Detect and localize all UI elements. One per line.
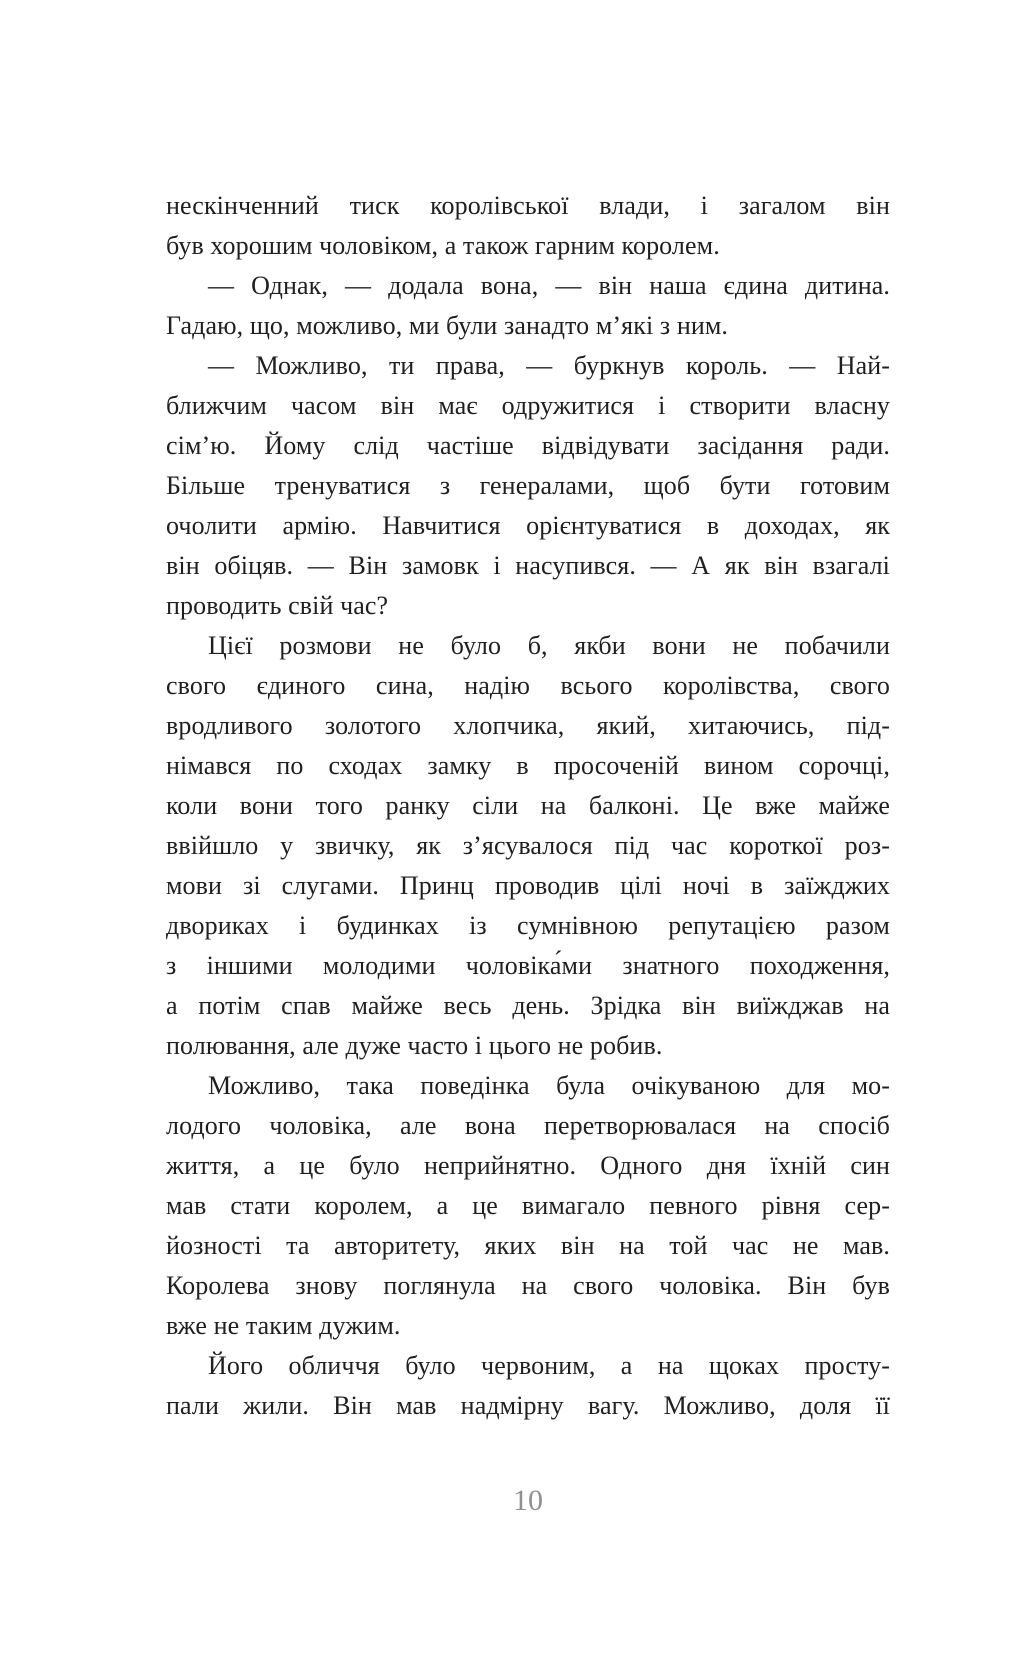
text-line: Цієї розмови не було б, якби вони не побачили xyxy=(208,631,890,660)
text-line: Гадаю, що, можливо, ми були занадто м’які з ним. xyxy=(166,311,729,340)
body-text xyxy=(166,186,890,1426)
text-line: німався по сходах замку в просоченій вином сорочці, xyxy=(166,751,890,780)
text-line: ближчим часом він має одружитися і створити власну xyxy=(166,391,890,420)
text-line: Королева знову поглянула на свого чоловіка. Він був xyxy=(166,1271,890,1300)
text-line: а потім спав майже весь день. Зрідка він виїжджав на xyxy=(166,991,890,1020)
text-line: Можливо, така поведінка була очікуваною для мо- xyxy=(208,1071,890,1100)
text-line: сім’ю. Йому слід частіше відвідувати засідання ради. xyxy=(166,431,890,460)
text-line: мови зі слугами. Принц проводив цілі ночі в заїжджих xyxy=(166,871,890,900)
text-line: вродливого золотого хлопчика, який, хитаючись, під- xyxy=(166,711,890,740)
text-line: полювання, але дуже часто і цього не робив. xyxy=(166,1031,663,1060)
text-line: він обіцяв. — Він замовк і насупився. — А як він взагалі xyxy=(166,551,890,580)
text-line: проводить свій час? xyxy=(166,591,389,620)
text-line: — Однак, — додала вона, — він наша єдина дитина. xyxy=(208,271,890,300)
text-line: — Можливо, ти права, — буркнув король. — Най- xyxy=(208,351,890,380)
text-line: життя, а це було неприйнятно. Одного дня їхній син xyxy=(166,1151,890,1180)
text-line: Більше тренуватися з генералами, щоб бути готовим xyxy=(166,471,890,500)
text-line: Його обличчя було червоним, а на щоках просту- xyxy=(208,1351,890,1380)
text-line: ввійшло у звичку, як з’ясувалося під час короткої роз- xyxy=(166,831,890,860)
text-line: нескінченний тиск королівської влади, і загалом він xyxy=(166,191,890,220)
text-line: двориках і будинках із сумнівною репутацією разом xyxy=(166,911,890,940)
text-line: коли вони того ранку сіли на балконі. Це вже майже xyxy=(166,791,890,820)
text-line: пали жили. Він мав надмірну вагу. Можливо, доля її xyxy=(166,1391,890,1420)
text-line: мав стати королем, а це вимагало певного рівня сер- xyxy=(166,1191,890,1220)
text-line: вже не таким дужим. xyxy=(166,1311,401,1340)
text-line: йозності та авторитету, яких він на той час не мав. xyxy=(166,1231,890,1260)
text-line: очолити армію. Навчитися орієнтуватися в доходах, як xyxy=(166,511,890,540)
text-line: свого єдиного сина, надію всього королівства, свого xyxy=(166,671,890,700)
text-line: з іншими молодими чоловіка́ми знатного походження, xyxy=(166,951,890,980)
text-line: був хорошим чоловіком, а також гарним королем. xyxy=(166,231,720,260)
text-line: лодого чоловіка, але вона перетворювалася на спосіб xyxy=(166,1111,890,1140)
page-number: 10 xyxy=(513,1484,543,1517)
